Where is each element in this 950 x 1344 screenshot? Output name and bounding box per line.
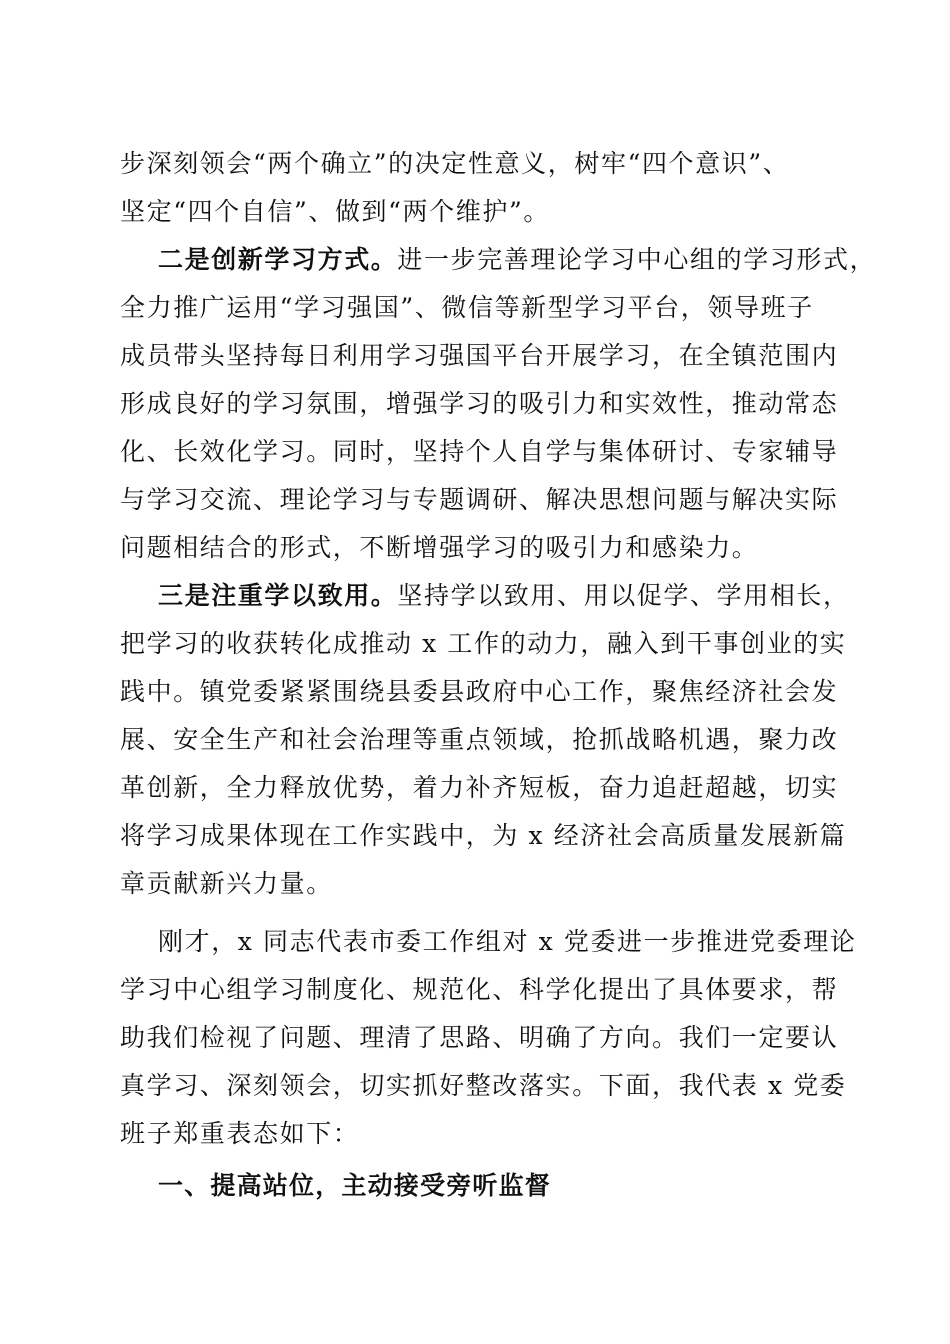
paragraph-lead: 二是创新学习方式。	[158, 245, 398, 274]
paragraph-first-line-text: 进一步完善理论学习中心组的学习形式，	[397, 245, 877, 274]
text-line: 革创新，全力释放优势，着力补齐短板，奋力追赶超越，切实	[120, 773, 839, 802]
paragraph-first-line: 刚才，x 同志代表市委工作组对 x 党委进一步推进党委理论	[158, 927, 857, 956]
text-line: 化、长效化学习。同时，坚持个人自学与集体研讨、专家辅导	[120, 437, 839, 466]
section-heading: 一、提高站位，主动接受旁听监督	[158, 1171, 552, 1200]
text-line: 与学习交流、理论学习与专题调研、解决思想问题与解决实际	[120, 485, 839, 514]
text-line: 问题相结合的形式，不断增强学习的吸引力和感染力。	[120, 533, 759, 562]
paragraph-first-line-text: 坚持学以致用、用以促学、学用相长，	[397, 581, 850, 610]
text-line: 成员带头坚持每日利用学习强国平台开展学习，在全镇范围内	[120, 341, 839, 370]
paragraph-first-line	[120, 236, 877, 284]
text-line: 坚定“四个自信”、做到“两个维护”。	[120, 197, 550, 226]
document-body	[120, 140, 877, 1210]
text-line: 践中。镇党委紧紧围绕县委县政府中心工作，聚焦经济社会发	[120, 677, 839, 706]
paragraph-first-line	[120, 572, 850, 620]
paragraph-statement	[120, 918, 857, 1158]
text-line: 把学习的收获转化成推动 x 工作的动力，融入到干事创业的实	[120, 629, 847, 658]
text-line: 真学习、深刻领会，切实抓好整改落实。下面，我代表 x 党委	[120, 1071, 847, 1100]
text-line: 展、安全生产和社会治理等重点领域，抢抓战略机遇，聚力改	[120, 725, 839, 754]
paragraph-application	[120, 572, 850, 908]
text-line: 步深刻领会“两个确立”的决定性意义，树牢“四个意识”、	[120, 149, 790, 178]
paragraph-spacer	[120, 908, 840, 918]
text-line: 形成良好的学习氛围，增强学习的吸引力和实效性，推动常态	[120, 389, 839, 418]
text-line: 助我们检视了问题、理清了思路、明确了方向。我们一定要认	[120, 1023, 839, 1052]
paragraph-innovation	[120, 236, 877, 572]
paragraph-lead: 三是注重学以致用。	[158, 581, 398, 610]
text-line: 章贡献新兴力量。	[120, 869, 333, 898]
text-line: 全力推广运用“学习强国”、微信等新型学习平台，领导班子	[120, 293, 814, 322]
paragraph-continuation	[120, 140, 840, 236]
text-line: 学习中心组学习制度化、规范化、科学化提出了具体要求，帮	[120, 975, 839, 1004]
text-line: 将学习成果体现在工作实践中，为 x 经济社会高质量发展新篇	[120, 821, 847, 850]
text-line: 班子郑重表态如下：	[120, 1119, 360, 1148]
